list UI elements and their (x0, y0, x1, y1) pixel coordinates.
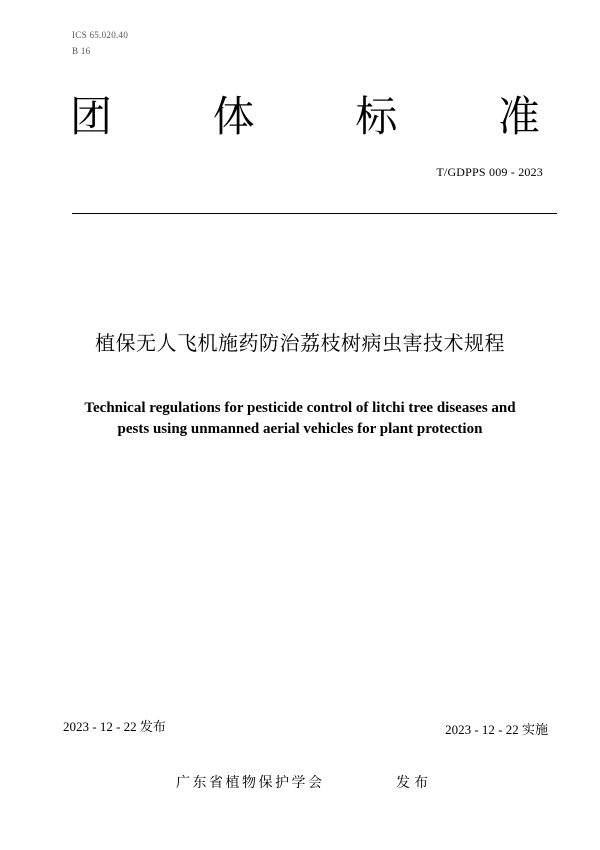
publisher-name: 广东省植物保护学会 (176, 775, 325, 791)
release-date: 2023 - 12 - 22 发布 (63, 719, 166, 734)
title-char-2: 体 (212, 92, 255, 141)
english-title-line-2: pests using unmanned aerial vehicles for plant protection (117, 421, 483, 437)
title-char-3: 标 (355, 92, 398, 141)
ics-code: ICS 65.020.40 (72, 30, 129, 40)
english-title-line-1: Technical regulations for pesticide control of litchi tree diseases and (84, 400, 516, 416)
title-char-1: 团 (70, 92, 113, 141)
standard-type-title (70, 92, 540, 142)
header-divider (72, 213, 557, 214)
english-title (50, 398, 550, 440)
implementation-date: 2023 - 12 - 22 实施 (445, 722, 548, 737)
chinese-title: 植保无人飞机施药防治荔枝树病虫害技术规程 (95, 331, 505, 355)
publish-label: 发布 (396, 775, 432, 791)
standard-number: T/GDPPS 009 - 2023 (436, 165, 543, 179)
ccs-code: B 16 (72, 46, 91, 56)
title-char-4: 准 (497, 92, 540, 141)
